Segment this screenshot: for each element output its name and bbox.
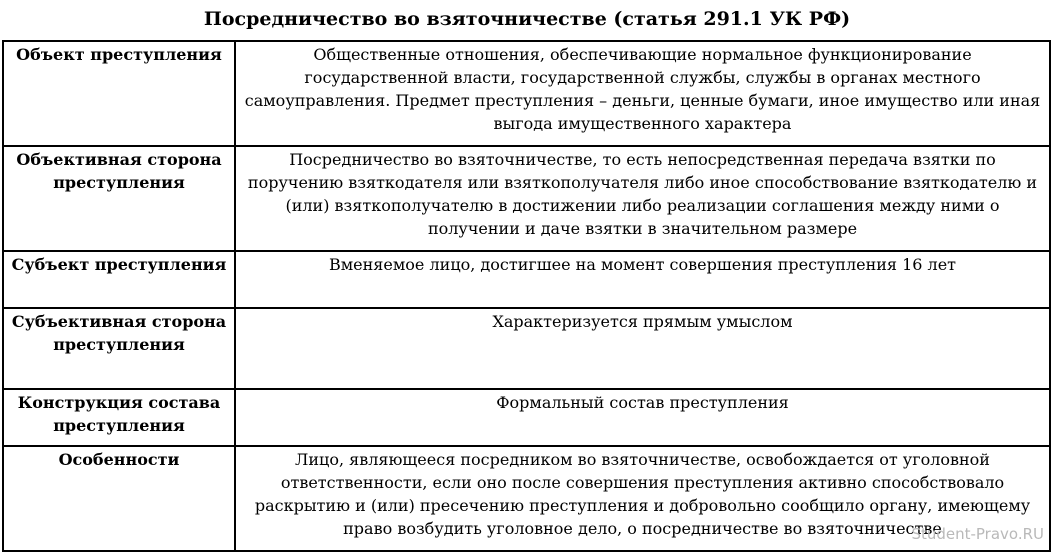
row-text: Вменяемое лицо, достигшее на момент совершения преступления 16 лет (235, 251, 1050, 308)
table-row (3, 146, 1050, 251)
row-label: Объект преступления (3, 41, 235, 146)
table-row (3, 389, 1050, 446)
row-label: Конструкция состава преступления (3, 389, 235, 446)
row-label: Субъективная сторона преступления (3, 308, 235, 389)
site-watermark: Student-Pravo.RU (911, 525, 1044, 543)
row-text: Лицо, являющееся посредником во взяточничестве, освобождается от уголовной ответственности, если оно после совершения преступления активно способствовало раскрытию и (или) пресечению преступления и добровольно сообщило органу, имеющему право возбудить уголовное дело, о посредничестве во взяточничестве (235, 446, 1050, 551)
row-label: Объективная сторона преступления (3, 146, 235, 251)
row-text: Характеризуется прямым умыслом (235, 308, 1050, 389)
table-row (3, 308, 1050, 389)
row-text: Посредничество во взяточничестве, то есть непосредственная передача взятки по поручению взяткодателя или взяткополучателя либо иное способствование взяткодателю и (или) взяткополучателю в достижении либо реализации соглашения между ними о получении и даче взятки в значительном размере (235, 146, 1050, 251)
crime-elements-table (2, 40, 1051, 552)
row-label: Субъект преступления (3, 251, 235, 308)
row-label: Особенности (3, 446, 235, 551)
document-title: Посредничество во взяточничестве (статья 291.1 УК РФ) (203, 8, 851, 30)
table-row (3, 41, 1050, 146)
table-row (3, 251, 1050, 308)
row-text: Общественные отношения, обеспечивающие нормальное функционирование государственной власти, государственной службы, службы в органах местного самоуправления. Предмет преступления – деньги, ценные бумаги, иное имущество или иная выгода имущественного характера (235, 41, 1050, 146)
table-row (3, 446, 1050, 551)
row-text: Формальный состав преступления (235, 389, 1050, 446)
